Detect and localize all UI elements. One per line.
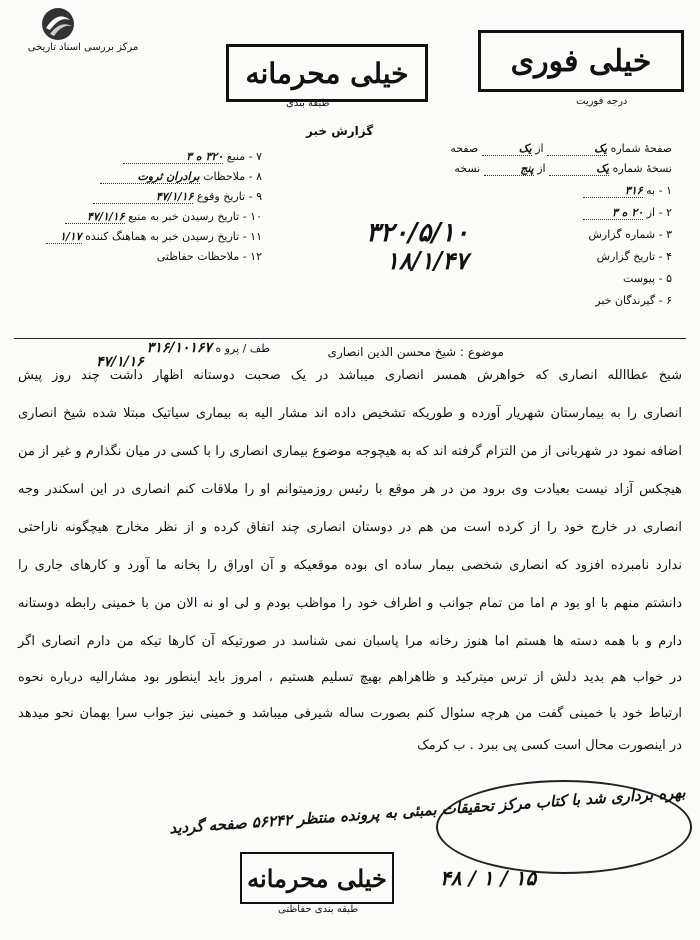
form-label: ۳ - شماره گزارش — [588, 228, 672, 241]
file-number: ۳۱۶/۱۰۱۶۷ — [146, 340, 212, 356]
subject-label: موضوع — [467, 345, 504, 359]
form-label: ۴ - تاریخ گزارش — [596, 250, 672, 263]
form-row-event-date — [93, 190, 262, 204]
form-value: ۳۱۶ — [583, 184, 643, 198]
subject-value: : شیخ محسن الدین انصاری — [327, 345, 464, 359]
form-row-security-notes — [157, 250, 262, 263]
body-line: انصاری را به بیمارستان شهریار آورده و طوریکه تشخیص داده اند مشار الیه به بیماری سیاتیک مبتلا شده شیخ انصاری — [18, 406, 682, 421]
form-row-received-coordinator — [46, 230, 262, 244]
file-date: ۴۷/۱/۱۶ — [96, 354, 144, 370]
urgency-stamp: خیلی فوری — [478, 30, 684, 92]
form-row-remarks — [100, 170, 262, 184]
form-label: ۱ - به — [646, 184, 672, 197]
body-line: در اینصورت محال است کسی پی ببرد . ب کرمک — [417, 738, 682, 753]
subject-row — [328, 345, 504, 359]
form-label: صفحهٔ شماره — [610, 142, 672, 155]
form-value: پنج — [484, 162, 534, 176]
form-label: ۷ - منبع — [226, 150, 262, 163]
form-label: ۹ - تاریخ وقوع — [196, 190, 262, 203]
archive-logo — [8, 6, 158, 58]
divider — [14, 338, 686, 339]
form-value: یک — [482, 142, 532, 156]
body-line: ارتباط خود با خمینی گفت من هرچه سئوال کنم بصورت ساله شیرفی میباشد و خمینی نیز جواب سرا بهمان نحو میدهد — [18, 706, 682, 721]
report-number-handwritten: ۳۲۰/۵/۱۰ — [366, 218, 469, 248]
form-row-report-no — [589, 228, 673, 241]
form-row-received-source — [65, 210, 262, 224]
form-label: ۱۲ - ملاحظات حفاظتی — [156, 250, 262, 263]
form-row-to — [583, 184, 672, 198]
report-date-handwritten: ۱۸/۱/۴۷ — [386, 246, 468, 275]
form-row-copy — [454, 162, 672, 176]
form-label: ۱۰ - تاریخ رسیدن خبر به منبع — [128, 210, 262, 223]
body-line: انصاری در خارج خود را از کرده است من هم در دوستان انصاری چند اتفاق کرده و از نظر مخارج هیچگونه ناراحتی — [18, 520, 682, 535]
body-line: هیچکس آزاد نیست بعیادت وی برود من در هر موقع با رئیس روزمیتوانم او را ملاقات کنم انصاری در این اسکندر وجه — [18, 482, 682, 497]
handwritten-note: بهره برداری شد با کتاب مرکز تحقیقات بمبئی به پرونده منتظر ۵۶۲۴۲ صفحه گردید — [168, 783, 687, 838]
form-value: ۴۷/۱/۱۶ — [65, 210, 125, 224]
form-value: ۲۰ ه ۳ — [583, 206, 643, 220]
form-label: نسخه — [454, 162, 481, 175]
form-row-source — [123, 150, 262, 164]
form-label: ۱۱ - تاریخ رسیدن خبر به هماهنگ کننده — [85, 230, 262, 243]
form-row-report-date — [597, 250, 672, 263]
form-value: یک — [547, 142, 607, 156]
body-line: اضافه نمود در شهربانی از من التزام گرفته اند که به هیچوجه موضوع بیماری انصاری را با کسی در میان نگذارم و غیر از من — [18, 444, 682, 459]
bottom-classification-stamp: خیلی محرمانه — [240, 852, 394, 904]
report-title: گزارش خبر — [306, 124, 374, 138]
urgency-label: درجه فوریت — [576, 96, 628, 107]
form-row-from — [583, 206, 672, 220]
form-label: صفحه — [450, 142, 479, 155]
archive-emblem-icon — [38, 6, 78, 42]
form-label: از — [537, 162, 546, 175]
classification-stamp: خیلی محرمانه — [226, 44, 428, 102]
file-label: طف / پرو ه — [215, 342, 270, 355]
form-row-recipients — [595, 294, 672, 307]
bottom-classification-label: طبقه بندی حفاظتی — [278, 904, 359, 915]
signature-date: ۱۵ / ۱ / ۴۸ — [440, 866, 537, 890]
form-value: یک — [549, 162, 609, 176]
form-value: ۱/۱۷ — [46, 230, 82, 244]
form-value: ۴۷/۱/۱۶ — [93, 190, 193, 204]
form-label: ۸ - ملاحظات — [203, 170, 262, 183]
body-line: دارم و با همه دسته ها هستم اما هنوز رخانه مرا پاسبان نمی شناسد در صورتیکه آن کارها تیکه من دارم انصاری اگر — [18, 634, 682, 649]
form-label: ۵ - پیوست — [623, 272, 672, 285]
body-line: دانشتم منهم با او بود م اما من تمام جوانب و اطراف خود را مواظب بودم و لی او نه الان من با خمینی رابطه دوستانه — [18, 596, 682, 611]
form-label: از — [535, 142, 544, 155]
body-line: در خواب هم بدید دلش از ترس میترکید و ظاهراهم بهیچ تسلیم هستیم ، امروز باید اینطور بود مشارالیه درباره نحوه — [18, 670, 682, 685]
classification-label: طبقه بندی — [286, 98, 330, 109]
form-value: ۳۲۰ ه ۳ — [123, 150, 223, 164]
body-line: شیخ عطاالله انصاری که خواهرش همسر انصاری میباشد در یک صحبت دوستانه اظهار داشت چند روز پیش — [18, 368, 682, 383]
form-label: نسخهٔ شماره — [612, 162, 672, 175]
form-label: ۶ - گیرندگان خبر — [595, 294, 672, 307]
form-row-page — [450, 142, 672, 156]
form-value: برادران ثروت — [100, 170, 200, 184]
body-line: ندارد نامبرده افزود که انصاری شخصی بیمار ساده ای بوده موقعیکه و آن اوراق را بخانه ما آورد و کارهای جاری را — [18, 558, 682, 573]
form-row-attachment — [623, 272, 672, 285]
archive-logo-text: مرکز بررسی اسناد تاریخی — [27, 42, 139, 53]
form-label: ۲ - از — [646, 206, 672, 219]
file-ref — [147, 340, 270, 356]
